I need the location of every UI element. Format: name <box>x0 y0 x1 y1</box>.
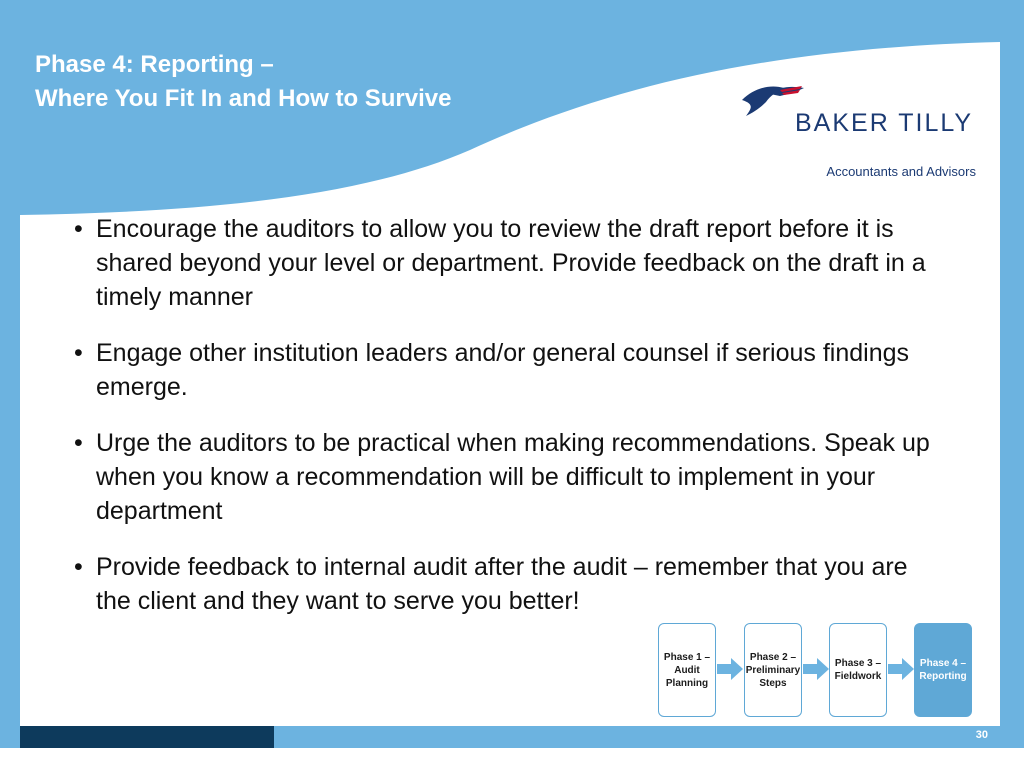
bullet-dot-icon: • <box>74 339 83 367</box>
title-line-1: Phase 4: Reporting – <box>35 51 274 78</box>
phase-1-line-1: Phase 1 – <box>663 651 711 663</box>
phase-2-line-3: Steps <box>759 677 787 689</box>
bullet-text: Urge the auditors to be practical when making recommendations. Speak up when you know a recommendation will be difficult to implement in your department <box>96 429 930 525</box>
slide-title <box>35 48 451 116</box>
phase-3-line-2: Fieldwork <box>834 671 882 682</box>
title-line-2: Where You Fit In and How to Survive <box>35 85 452 112</box>
phase-1-box <box>658 623 716 717</box>
bullet-item <box>70 336 930 404</box>
arrow-right-icon <box>888 658 914 680</box>
phase-2-line-2: Preliminary <box>745 664 801 676</box>
phase-2-line-1: Phase 2 – <box>749 651 797 663</box>
logo-tagline: Accountants and Advisors <box>826 164 976 179</box>
bullet-list <box>70 212 930 640</box>
arrow-right-icon <box>803 658 829 680</box>
phase-4-box <box>914 623 972 717</box>
baker-tilly-logo <box>740 80 980 190</box>
phase-2-box <box>744 623 802 717</box>
bullet-text: Engage other institution leaders and/or general counsel if serious findings emerge. <box>96 339 910 401</box>
bullet-text: Provide feedback to internal audit after the audit – remember that you are the client and they want to serve you better! <box>96 553 908 615</box>
bullet-item <box>70 550 930 618</box>
phase-process-diagram <box>658 623 974 719</box>
phase-1-line-3: Planning <box>665 677 709 689</box>
bullet-item <box>70 212 930 314</box>
bullet-dot-icon: • <box>74 429 83 457</box>
page-number: 30 <box>975 729 988 741</box>
phase-4-line-2: Reporting <box>919 671 967 682</box>
bullet-item <box>70 426 930 528</box>
phase-3-box <box>829 623 887 717</box>
phase-1-line-2: Audit <box>674 664 700 676</box>
bullet-text: Encourage the auditors to allow you to review the draft report before it is shared beyond your level or department. Provide feedback on the draft in a timely manner <box>96 215 926 311</box>
logo-company-name: BAKER TILLY <box>795 109 974 137</box>
phase-3-line-1: Phase 3 – <box>834 658 882 669</box>
phase-4-line-1: Phase 4 – <box>919 658 967 669</box>
arrow-right-icon <box>717 658 743 680</box>
bullet-dot-icon: • <box>74 215 83 243</box>
bullet-dot-icon: • <box>74 553 83 581</box>
